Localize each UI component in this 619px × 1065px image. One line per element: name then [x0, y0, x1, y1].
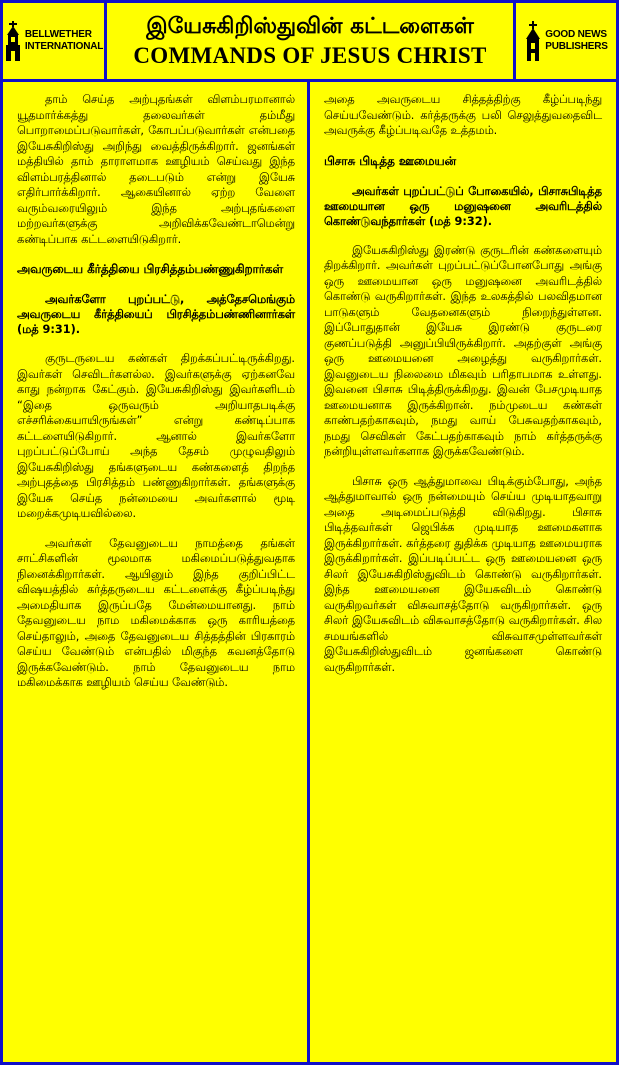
left-heading-1: அவருடைய கீர்த்தியை பிரசித்தம்பண்ணுகிறார்கள் [17, 262, 284, 276]
left-column [3, 82, 310, 1062]
left-verse-1: அவர்களோ புறப்பட்டு, அத்தேசமெங்கும் அவருடைய கீர்த்தியைப் பிரசித்தம்பண்ணினார்கள் (மத் 9:31). [17, 293, 295, 336]
header [3, 3, 616, 82]
left-paragraph-3: அவர்கள் தேவனுடைய நாமத்தை தங்கள் சாட்சிகளின் மூலமாக மகிமைப்படுத்துவதாக நினைக்கிறார்கள். ஆயினும் இந்த குறிப்பிட்ட விஷயத்தில் கர்த்தருடைய கட்டளைக்கு கீழ்ப்படிந்து அமைதியாக இருப்பதே மேன்மையானது. நாம் தேவனுடைய நாம மகிமைக்காக ஒரு காரியத்தை செய்தாலும், அதை தேவனுடைய சித்தத்தின் பிரகாரம் செய்ய வேண்டும் என்பதில் மிகுந்த கவனத்தோடு இருக்கவேண்டும். நாம் தேவனுடைய நாம மகிமைக்காக ஊழியம் செய்ய வேண்டும். [17, 536, 295, 689]
logo-right-line2: PUBLISHERS [545, 41, 608, 52]
logo-left-line1: BELLWETHER [24, 29, 92, 40]
bell-tower-icon [4, 21, 22, 61]
logo-left-line2: INTERNATIONAL [24, 41, 104, 52]
title-english: COMMANDS OF JESUS CHRIST [133, 43, 487, 68]
logo-right-line1: GOOD NEWS [545, 29, 607, 40]
right-paragraph-1: அதை அவருடைய சித்தத்திற்கு கீழ்ப்படிந்து செய்யவேண்டும். கர்த்தருக்கு பலி செலுத்துவதைவிட அவருக்கு கீழ்ப்படிவதே உத்தமம். [324, 93, 602, 137]
title-box [107, 3, 513, 79]
right-paragraph-3: பிசாசு ஒரு ஆத்துமாவை பிடிக்கும்போது, அந்த ஆத்துமாவால் ஒரு நன்மையும் செய்ய முடியாதவாறு அதை அடிமைப்படுத்தி விடுகிறது. பிசாசு பிடித்தவர்கள் ஜெபிக்க முடியாத ஊமைகளாக இருக்கிறார்கள். கர்த்தரை துதிக்க முடியாத ஊமையராக இருக்கிறார்கள். இப்படிப்பட்ட ஒரு ஊமையனை ஒரு சிலர் இயேசுகிறிஸ்துவிடம் கொண்டு வருகிறார்கள். இந்த ஊமையனை இயேசுவிடம் கொண்டு வருகிறவர்கள் விசுவாசத்தோடு வருகிறார்கள். ஒரு சிலர் இயேசுவிடம் விசுவாசத்தோடு வருகிறார்கள். சில சமயங்களில் விசுவாசமுள்ளவர்கள் இயேசுகிறிஸ்துவிடம் ஜனங்களை கொண்டு வருகிறார்கள். [324, 474, 602, 674]
body-columns [3, 82, 616, 1062]
good-news-logo [513, 3, 616, 79]
left-paragraph-2: குருடருடைய கண்கள் திறக்கப்பட்டிருக்கிறது. இவர்கள் செவிடர்களல்ல. இவர்களுக்கு ஏற்கனவே காது நன்றாக கேட்கும். இயேசுகிறிஸ்து இவர்களிடம் “இதை ஒருவரும் அறியாதபடிக்கு எச்சரிக்கையாயிருங்கள்” என்று கண்டிப்பாக கட்டளையிடுகிறார். ஆனால் இவர்களோ புறப்பட்டுப்போய் அந்த தேசம் முழுவதிலும் இயேசுகிறிஸ்து தங்களுடைய கண்களைத் திறந்த அற்புதத்தை பிரசித்தம் பண்ணுகிறார்கள். தங்களுக்கு இயேசு செய்த நன்மையை அவர்களால் மூடி மறைக்கமுடியவில்லை. [17, 352, 295, 520]
bellwether-logo [3, 3, 107, 79]
church-tower-icon [524, 21, 542, 61]
right-paragraph-2: இயேசுகிறிஸ்து இரண்டு குருடரின் கண்களையும் திறக்கிறார். அவர்கள் புறப்பட்டுப்போனபோது அங்கு ஒரு ஊமையான ஒரு மனுஷனை அவரிடத்தில் கொண்டு வருகிறார்கள். இந்த உலகத்தில் பலவிதமான பாடுகளும் வேதனைகளும் நிறைந்துள்ளன. இப்போதுதான் இயேசு இரண்டு குருடரை குணப்படுத்தி அனுப்பியிருக்கிறார். அதற்குள் அங்கு ஒரு ஊமையனை அழைத்து வருகிறார்கள். இவனுடைய நிலைமை மிகவும் பரிதாபமாக உள்ளது. இவனை பிசாசு பிடித்திருக்கிறது. இவன் பேசமுடியாத ஊமையனாக இருக்கிறான். நம்முடைய கண்கள் காண்பதற்காகவும், நமது வாய் பேசுவதற்காகவும், நமது செவிகள் கேட்பதற்காகவும் நாம் கர்த்தருக்கு நன்றியுள்ளவர்களாக இருக்கவேண்டும். [324, 243, 602, 458]
right-verse-1: அவர்கள் புறப்பட்டுப் போகையில், பிசாசுபிடித்த ஊமையான ஒரு மனுஷனை அவரிடத்தில் கொண்டுவந்தார்கள் (மத் 9:32). [324, 184, 602, 228]
title-tamil: இயேசுகிறிஸ்துவின் கட்டளைகள் [146, 14, 474, 39]
right-column [310, 82, 616, 1062]
right-heading-1: பிசாசு பிடித்த ஊமையன் [324, 153, 456, 168]
left-paragraph-1: தாம் செய்த அற்புதங்கள் விளம்பரமானால் யூதமார்க்கத்து தலைவர்கள் தம்மீது பொறாமைப்படுவார்கள், கோபப்படுவார்கள் என்பதை இயேசுகிறிஸ்து அறிந்து வைத்திருக்கிறார். ஜனங்கள் மத்தியில் தாம் தாராளமாக ஊழியம் செய்வது இந்த விளம்பரத்தினால் தடைபடும் என்று இயேசு எதிர்பார்க்கிறார். ஆகையினால் ஏற்ற வேளை வரும்வரையிலும் இந்த அற்புதங்களை மற்றவர்களுக்கு அறிவிக்கவேண்டாமென்று கண்டிப்பாக கட்டளையிடுகிறார். [17, 93, 295, 246]
